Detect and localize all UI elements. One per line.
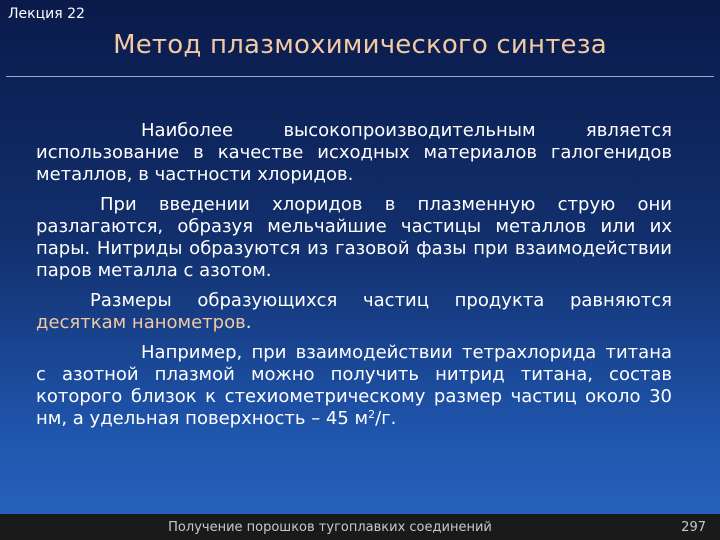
paragraph-4	[36, 342, 672, 430]
page-number: 297	[681, 520, 706, 535]
title-divider	[6, 76, 714, 77]
highlight-text: десяткам нанометров	[36, 312, 246, 333]
slide-body	[36, 120, 672, 438]
paragraph-3-text: Размеры образующихся частиц продукта равняются	[90, 290, 672, 311]
lecture-label: Лекция 22	[8, 6, 85, 22]
paragraph-3-end: .	[245, 312, 252, 333]
paragraph-1-text: Наиболее высокопроизводительным является использование в качестве исходных материалов галогенидов металлов, в частности хлоридов.	[36, 120, 672, 185]
superscript: 2	[368, 408, 376, 421]
footer-text: Получение порошков тугоплавких соединений	[168, 520, 492, 535]
paragraph-3	[36, 290, 672, 334]
paragraph-1	[36, 120, 672, 186]
slide-title: Метод плазмохимического синтеза	[113, 30, 607, 60]
footer-bar	[0, 514, 720, 540]
paragraph-2-text: При введении хлоридов в плазменную струю они разлагаются, образуя мельчайшие частицы металлов или их пары. Нитриды образуются из газовой фазы при взаимодействии паров металла с азотом.	[36, 194, 672, 281]
paragraph-2	[36, 194, 672, 282]
paragraph-4-end: /г.	[375, 408, 397, 429]
paragraph-4-text: Например, при взаимодействии тетрахлорида титана с азотной плазмой можно получить нитрид титана, состав которого близок к стехиометрическому размер частиц около 30 нм, а удельная поверхность – 45 м	[36, 342, 672, 429]
